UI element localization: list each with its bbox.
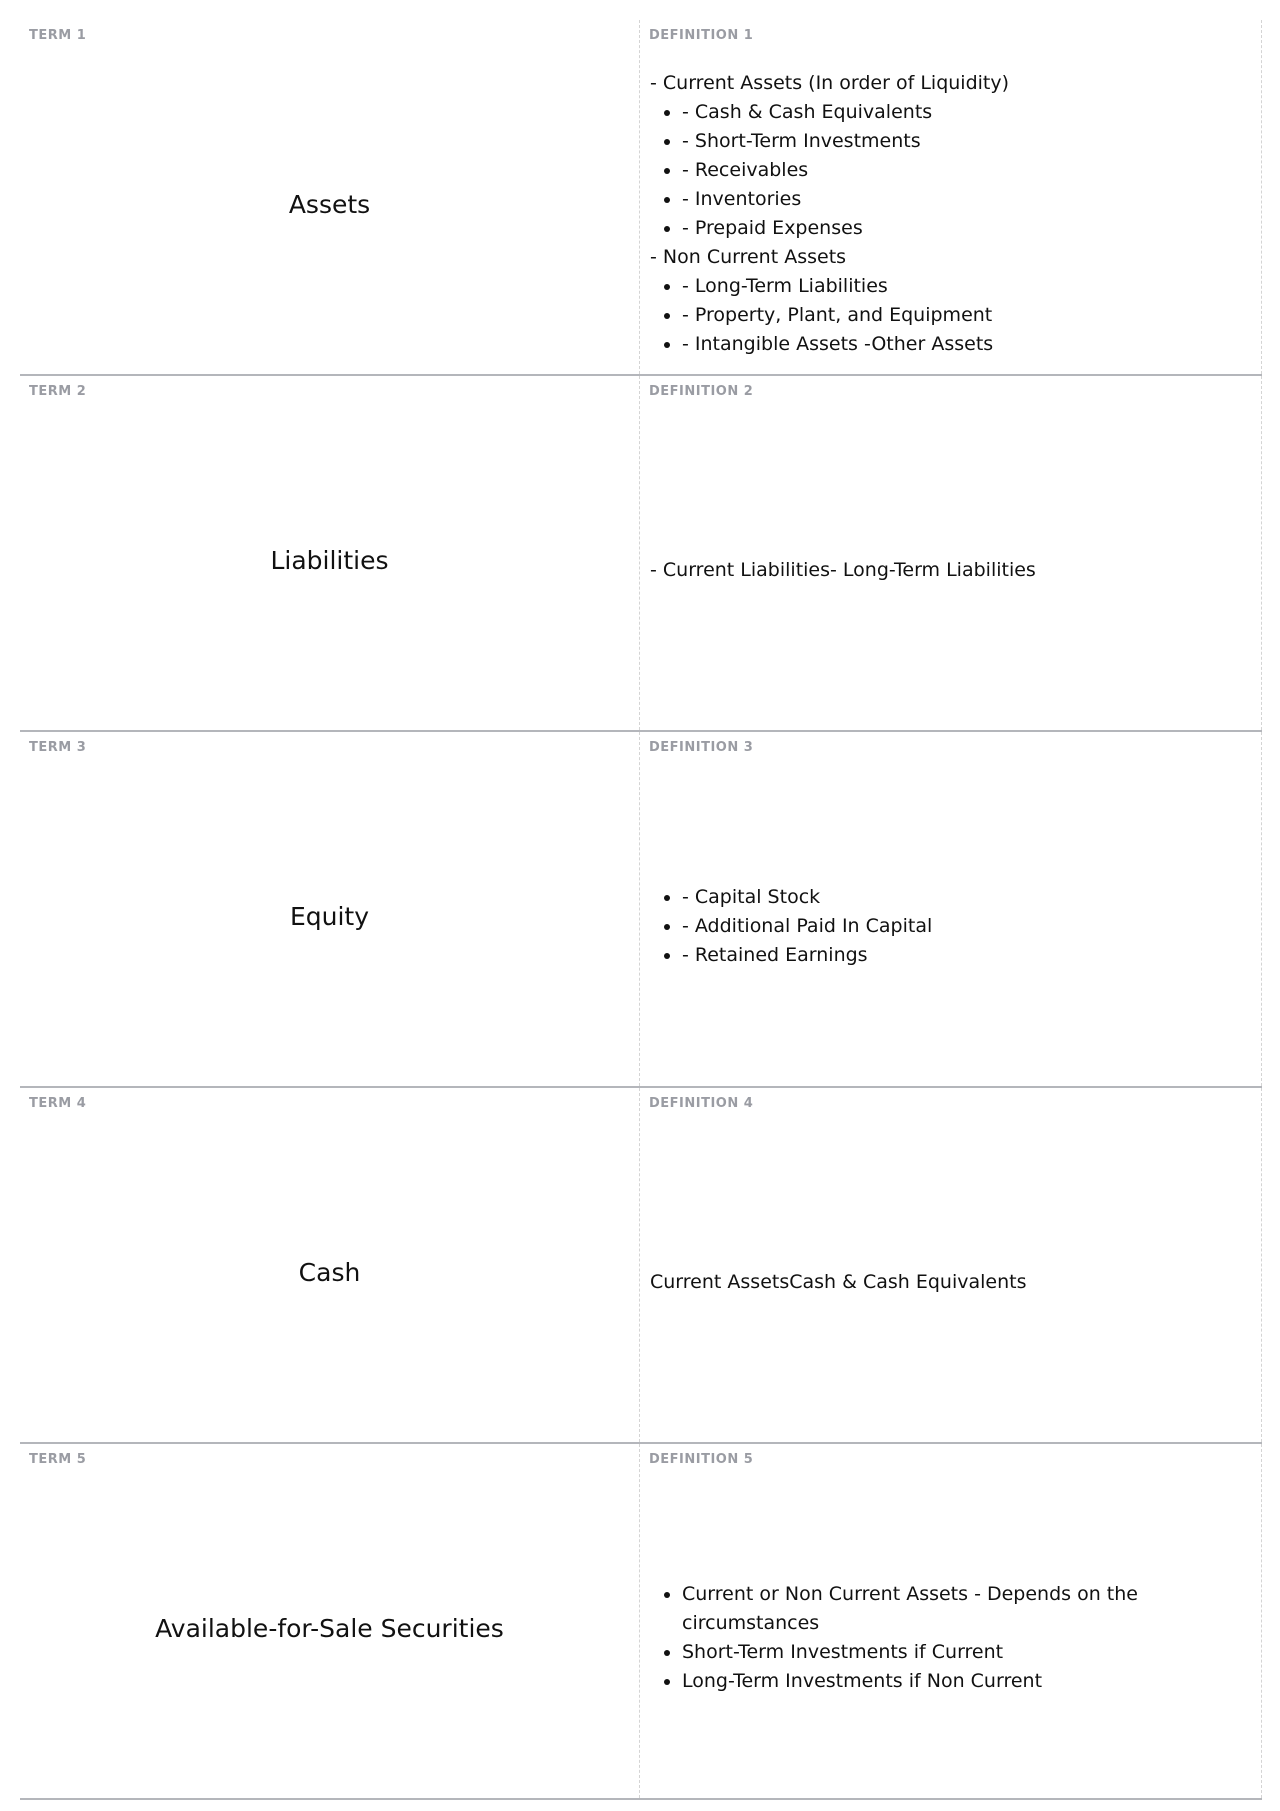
definition-body [650, 410, 1241, 730]
term-label: TERM 3 [29, 740, 87, 755]
card-row [20, 376, 1262, 732]
definition-label: DEFINITION 1 [649, 28, 754, 43]
definition-list-item: • - Intangible Assets -Other Assets [682, 330, 1241, 359]
definition-list [650, 98, 1241, 243]
definition-label: DEFINITION 2 [649, 384, 754, 399]
definition-list-item: • - Property, Plant, and Equipment [682, 301, 1241, 330]
definition-list-item: • - Prepaid Expenses [682, 214, 1241, 243]
definition-body [650, 54, 1241, 374]
definition-list-item: • - Inventories [682, 185, 1241, 214]
definition-body [650, 1122, 1241, 1442]
definition-paragraph: Current AssetsCash & Cash Equivalents [650, 1270, 1027, 1293]
term-text: Assets [288, 189, 371, 219]
card-row [20, 1088, 1262, 1444]
definition-list-item: • - Receivables [682, 156, 1241, 185]
definition-list-item: • Short-Term Investments if Current [682, 1638, 1241, 1667]
definition-list-item: • - Long-Term Liabilities [682, 272, 1241, 301]
term-cell [20, 20, 640, 374]
definition-paragraph: - Current Assets (In order of Liquidity) [650, 72, 1010, 94]
term-cell [20, 1088, 640, 1442]
term-cell [20, 376, 640, 730]
term-cell [20, 1444, 640, 1798]
term-cell [20, 732, 640, 1086]
definition-list-item: • - Additional Paid In Capital [682, 912, 1241, 941]
term-label: TERM 1 [29, 28, 87, 43]
definition-list-item: • - Short-Term Investments [682, 127, 1241, 156]
definition-list-item: • Long-Term Investments if Non Current [682, 1667, 1241, 1696]
definition-list-item: • - Retained Earnings [682, 941, 1241, 970]
definition-label: DEFINITION 5 [649, 1452, 754, 1467]
definition-paragraph: - Current Liabilities- Long-Term Liabilities [650, 558, 1036, 581]
definition-cell [640, 20, 1262, 374]
definition-list [650, 883, 1241, 970]
definition-body [650, 1478, 1241, 1798]
term-label: TERM 5 [29, 1452, 87, 1467]
card-row [20, 20, 1262, 376]
definition-cell [640, 1444, 1262, 1798]
definition-label: DEFINITION 3 [649, 740, 754, 755]
definition-list [650, 1580, 1241, 1696]
definition-list-item: • - Capital Stock [682, 883, 1241, 912]
term-text: Equity [289, 901, 370, 931]
definition-list-item: • Current or Non Current Assets - Depends on the circumstances [682, 1580, 1241, 1638]
definition-cell [640, 732, 1262, 1086]
card-row [20, 732, 1262, 1088]
definition-list-item: • - Cash & Cash Equivalents [682, 98, 1241, 127]
definition-cell [640, 1088, 1262, 1442]
term-label: TERM 2 [29, 384, 87, 399]
definition-list [650, 272, 1241, 359]
term-text: Cash [298, 1257, 361, 1287]
definition-cell [640, 376, 1262, 730]
flashcard-table [20, 20, 1262, 1800]
term-text: Liabilities [270, 545, 389, 575]
term-text: Available-for-Sale Securities [155, 1613, 504, 1643]
card-row [20, 1444, 1262, 1800]
definition-body [650, 766, 1241, 1086]
definition-label: DEFINITION 4 [649, 1096, 754, 1111]
term-label: TERM 4 [29, 1096, 87, 1111]
definition-paragraph: - Non Current Assets [650, 246, 847, 268]
